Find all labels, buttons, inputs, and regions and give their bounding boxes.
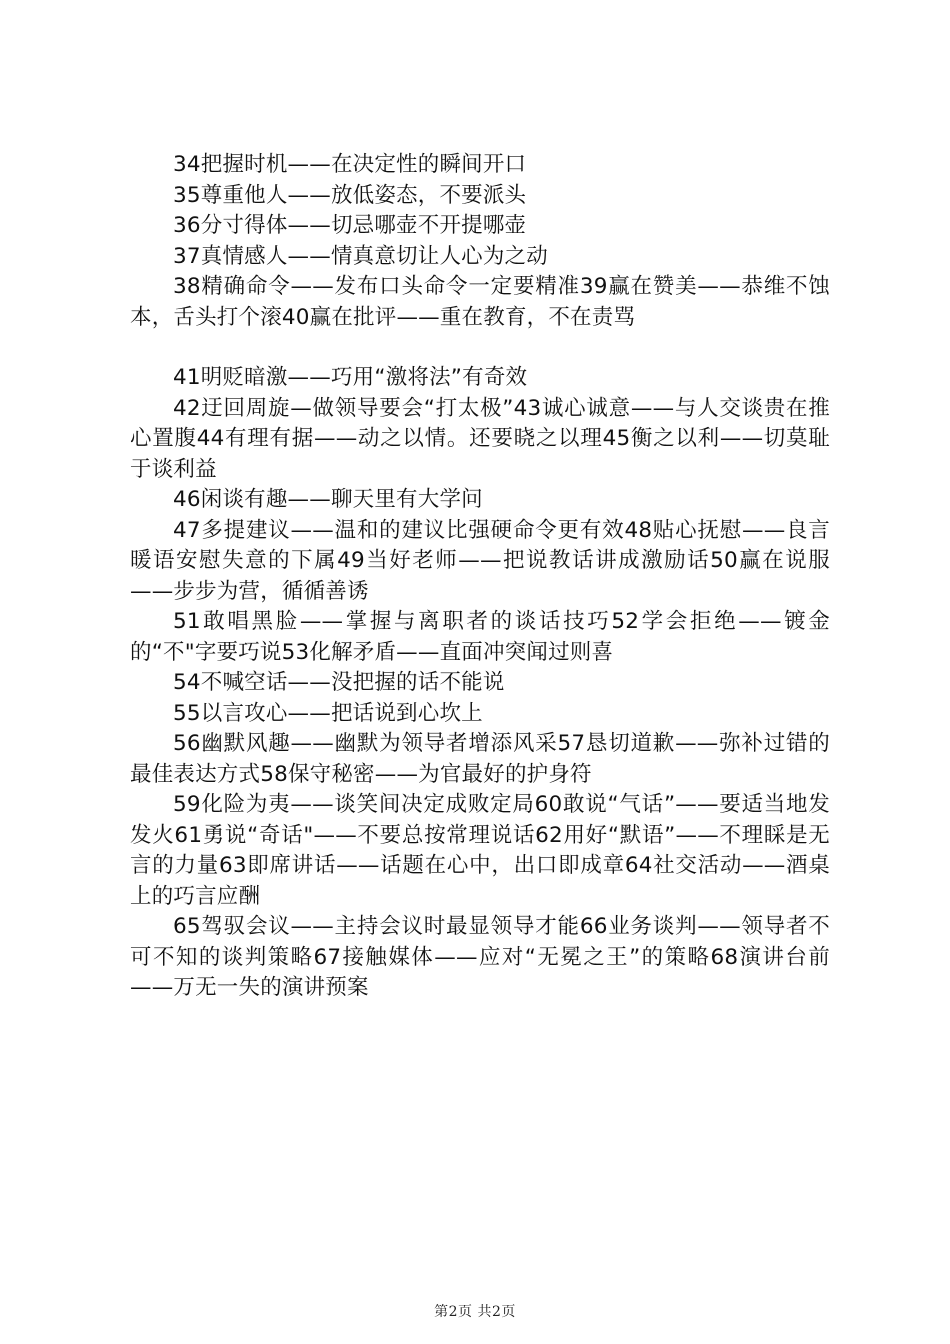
paragraph: 47多提建议——温和的建议比强硬命令更有效48贴心抚慰——良言暖语安慰失意的下属49当好老师——把说教话讲成激励话50赢在说服——步步为营，循循善诱: [130, 517, 830, 604]
paragraph: 54不喊空话——没把握的话不能说: [173, 670, 505, 695]
paragraph: 42迂回周旋—做领导要会“打太极”43诚心诚意——与人交谈贵在推心置腹44有理有据——动之以情。还要晓之以理45衡之以利——切莫耻于谈利益: [130, 395, 830, 482]
document-body: [130, 150, 830, 1004]
paragraph-gap: [130, 333, 830, 363]
paragraph: 55以言攻心——把话说到心坎上: [173, 700, 483, 726]
paragraph: 56幽默风趣——幽默为领导者增添风采57恳切道歉——弥补过错的最佳表达方式58保守秘密——为官最好的护身符: [130, 731, 830, 787]
paragraph: 35尊重他人——放低姿态，不要派头: [173, 182, 527, 208]
paragraph: 36分寸得体——切忌哪壶不开提哪壶: [173, 213, 527, 238]
paragraph: 65驾驭会议——主持会议时最显领导才能66业务谈判——领导者不可不知的谈判策略67接触媒体——应对“无冕之王”的策略68演讲台前——万无一失的演讲预案: [130, 914, 830, 1000]
paragraph: 41明贬暗激——巧用“激将法”有奇效: [173, 365, 528, 390]
paragraph: 37真情感人——情真意切让人心为之动: [173, 243, 548, 269]
paragraph: 46闲谈有趣——聊天里有大学问: [173, 487, 483, 512]
paragraph: 59化险为夷——谈笑间决定成败定局60敢说“气话”——要适当地发发火61勇说“奇话"——不要总按常理说话62用好“默语”——不理睬是无言的力量63即席讲话——话题在心中，出口即成章64社交活动——酒桌上的巧言应酬: [130, 792, 830, 909]
paragraph: 34把握时机——在决定性的瞬间开口: [173, 152, 527, 177]
paragraph: 51敢唱黑脸——掌握与离职者的谈话技巧52学会拒绝——镀金的“不"字要巧说53化解矛盾——直面冲突闻过则喜: [130, 609, 830, 665]
page-footer: 第2页 共2页: [434, 1304, 516, 1320]
paragraph: 38精确命令——发布口头命令一定要精准39赢在赞美——恭维不蚀本，舌头打个滚40赢在批评——重在教育，不在责骂: [130, 274, 830, 330]
